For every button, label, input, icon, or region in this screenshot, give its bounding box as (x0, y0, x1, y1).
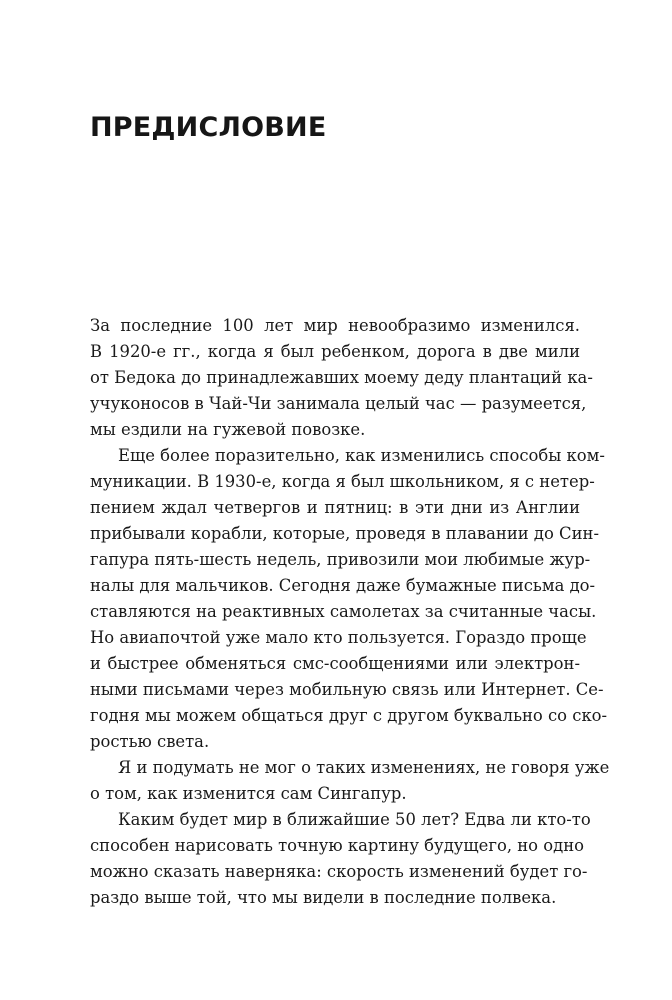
text-line: мы ездили на гужевой повозке. (90, 420, 366, 439)
text-line: гапура пять-шесть недель, привозили мои любимые жур- (90, 550, 591, 569)
text-line: ставляются на реактивных самолетах за считанные часы. (90, 602, 597, 621)
chapter-heading: ПРЕДИСЛОВИЕ (90, 112, 327, 143)
text-line: способен нарисовать точную картину будущего, но одно (90, 836, 585, 855)
text-line: учуконосов в Чай-Чи занимала целый час — разумеется, (90, 394, 587, 413)
text-line: муникации. В 1930-е, когда я был школьником, я с нетер- (90, 472, 595, 491)
text-line: налы для мальчиков. Сегодня даже бумажные письма до- (90, 576, 596, 595)
text-line: Каким будет мир в ближайшие 50 лет? Едва ли кто-то (118, 810, 591, 829)
text-line: Еще более поразительно, как изменились способы ком- (118, 446, 605, 465)
text-line: и быстрее обменяться смс-сообщениями или электрон- (90, 654, 580, 673)
text-line: о том, как изменится сам Сингапур. (90, 784, 407, 803)
text-line: прибывали корабли, которые, проведя в плавании до Син- (90, 524, 599, 543)
text-line: ными письмами через мобильную связь или Интернет. Се- (90, 680, 604, 699)
text-line: можно сказать наверняка: скорость изменений будет го- (90, 862, 588, 881)
text-line: годня мы можем общаться друг с другом буквально со ско- (90, 706, 608, 725)
text-line: Но авиапочтой уже мало кто пользуется. Гораздо проще (90, 628, 587, 647)
text-line: В 1920-е гг., когда я был ребенком, дорога в две мили (90, 342, 580, 361)
text-line: от Бедока до принадлежавших моему деду плантаций ка- (90, 368, 593, 387)
text-line: раздо выше той, что мы видели в последние полвека. (90, 888, 557, 907)
text-line: ростью света. (90, 732, 210, 751)
text-line: Я и подумать не мог о таких изменениях, не говоря уже (118, 758, 610, 777)
text-line: пением ждал четвергов и пятниц: в эти дни из Англии (90, 498, 580, 517)
text-line: За последние 100 лет мир невообразимо изменился. (90, 316, 580, 335)
